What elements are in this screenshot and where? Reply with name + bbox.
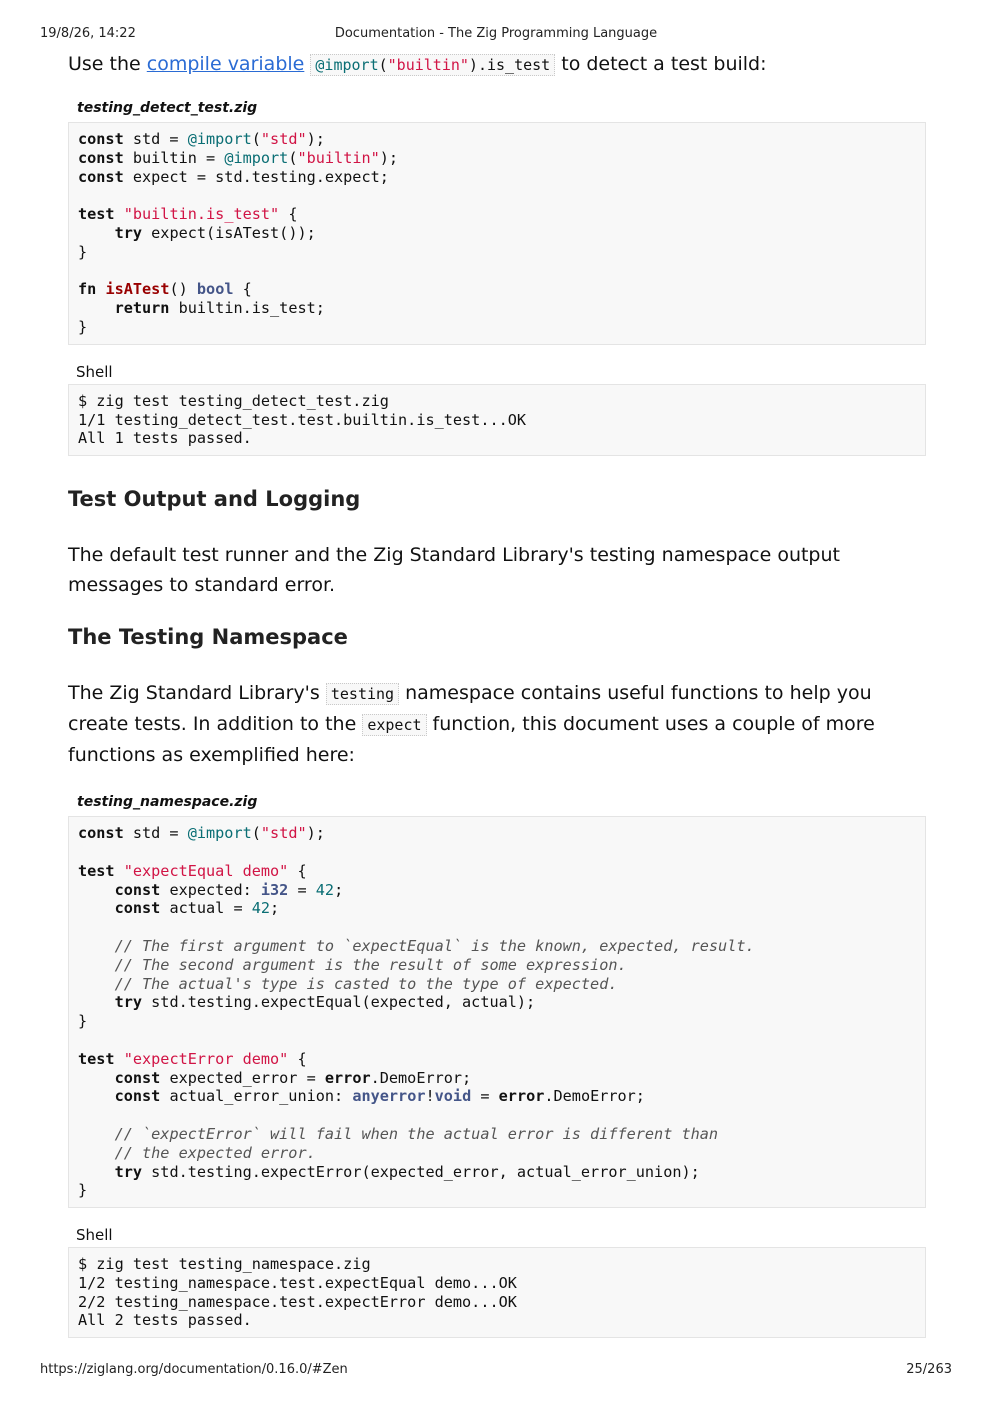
section-body-test-output: The default test runner and the Zig Standard Library's testing namespace output messages to standard error. xyxy=(68,544,840,597)
print-url: https://ziglang.org/documentation/0.16.0/#Zen xyxy=(40,1362,348,1377)
compile-variable-link[interactable]: compile variable xyxy=(146,53,305,75)
shell-output-testing-namespace: $ zig test testing_namespace.zig 1/2 testing_namespace.test.expectEqual demo...OK 2/2 testing_namespace.test.expectError demo...OK All 2 tests passed. xyxy=(68,1247,926,1338)
print-datetime: 19/8/26, 14:22 xyxy=(40,26,136,41)
inline-code-testing: testing xyxy=(326,683,399,705)
shell-output-detect-test: $ zig test testing_detect_test.zig 1/1 testing_detect_test.test.builtin.is_test...OK All 1 tests passed. xyxy=(68,384,926,456)
print-footer xyxy=(0,1362,992,1380)
section-heading-testing-namespace: The Testing Namespace xyxy=(68,625,348,650)
print-page-title: Documentation - The Zig Programming Language xyxy=(334,26,658,41)
shell-label: Shell xyxy=(76,1226,113,1245)
print-header xyxy=(0,26,992,44)
shell-label: Shell xyxy=(76,362,113,381)
inline-code-builtin-is-test: @import("builtin").is_test xyxy=(310,54,555,76)
code-block-detect-test: const std = @import("std"); const builtin = @import("builtin"); const expect = std.testing.expect; test "builtin.is_test" { try expect(isATest()); } fn isATest() bool { return builtin.is_test; } xyxy=(68,122,926,345)
section-body-testing-namespace: The Zig Standard Library's testing namespace contains useful functions to help you create tests. In addition to the expect function, this document uses a couple of more functions as exemplified here: xyxy=(68,682,875,767)
inline-code-expect: expect xyxy=(362,714,426,736)
document-content xyxy=(68,50,926,1338)
section-heading-test-output: Test Output and Logging xyxy=(68,487,361,512)
code-filename: testing_namespace.zig xyxy=(77,794,258,811)
page-number: 25/263 xyxy=(906,1362,952,1377)
intro-paragraph: Use the compile variable @import("builtin").is_test to detect a test build: xyxy=(68,53,767,75)
code-filename: testing_detect_test.zig xyxy=(77,100,258,116)
code-block-testing-namespace: const std = @import("std"); test "expectEqual demo" { const expected: i32 = 42; const actual = 42; // The first argument to `expectEqual` is the known, expected, result. // The second argument is the result of some expression. // The actual's type is casted to the type of expected. try std.testing.expectEqual(expected, actual); } test "expectError demo" { const expected_error = error.DemoError; const actual_error_union: anyerror!void = error.DemoError; // `expectError` will fail when the actual error is different than // the expected error. try std.testing.expectError(expected_error, actual_error_union); } xyxy=(68,816,926,1208)
